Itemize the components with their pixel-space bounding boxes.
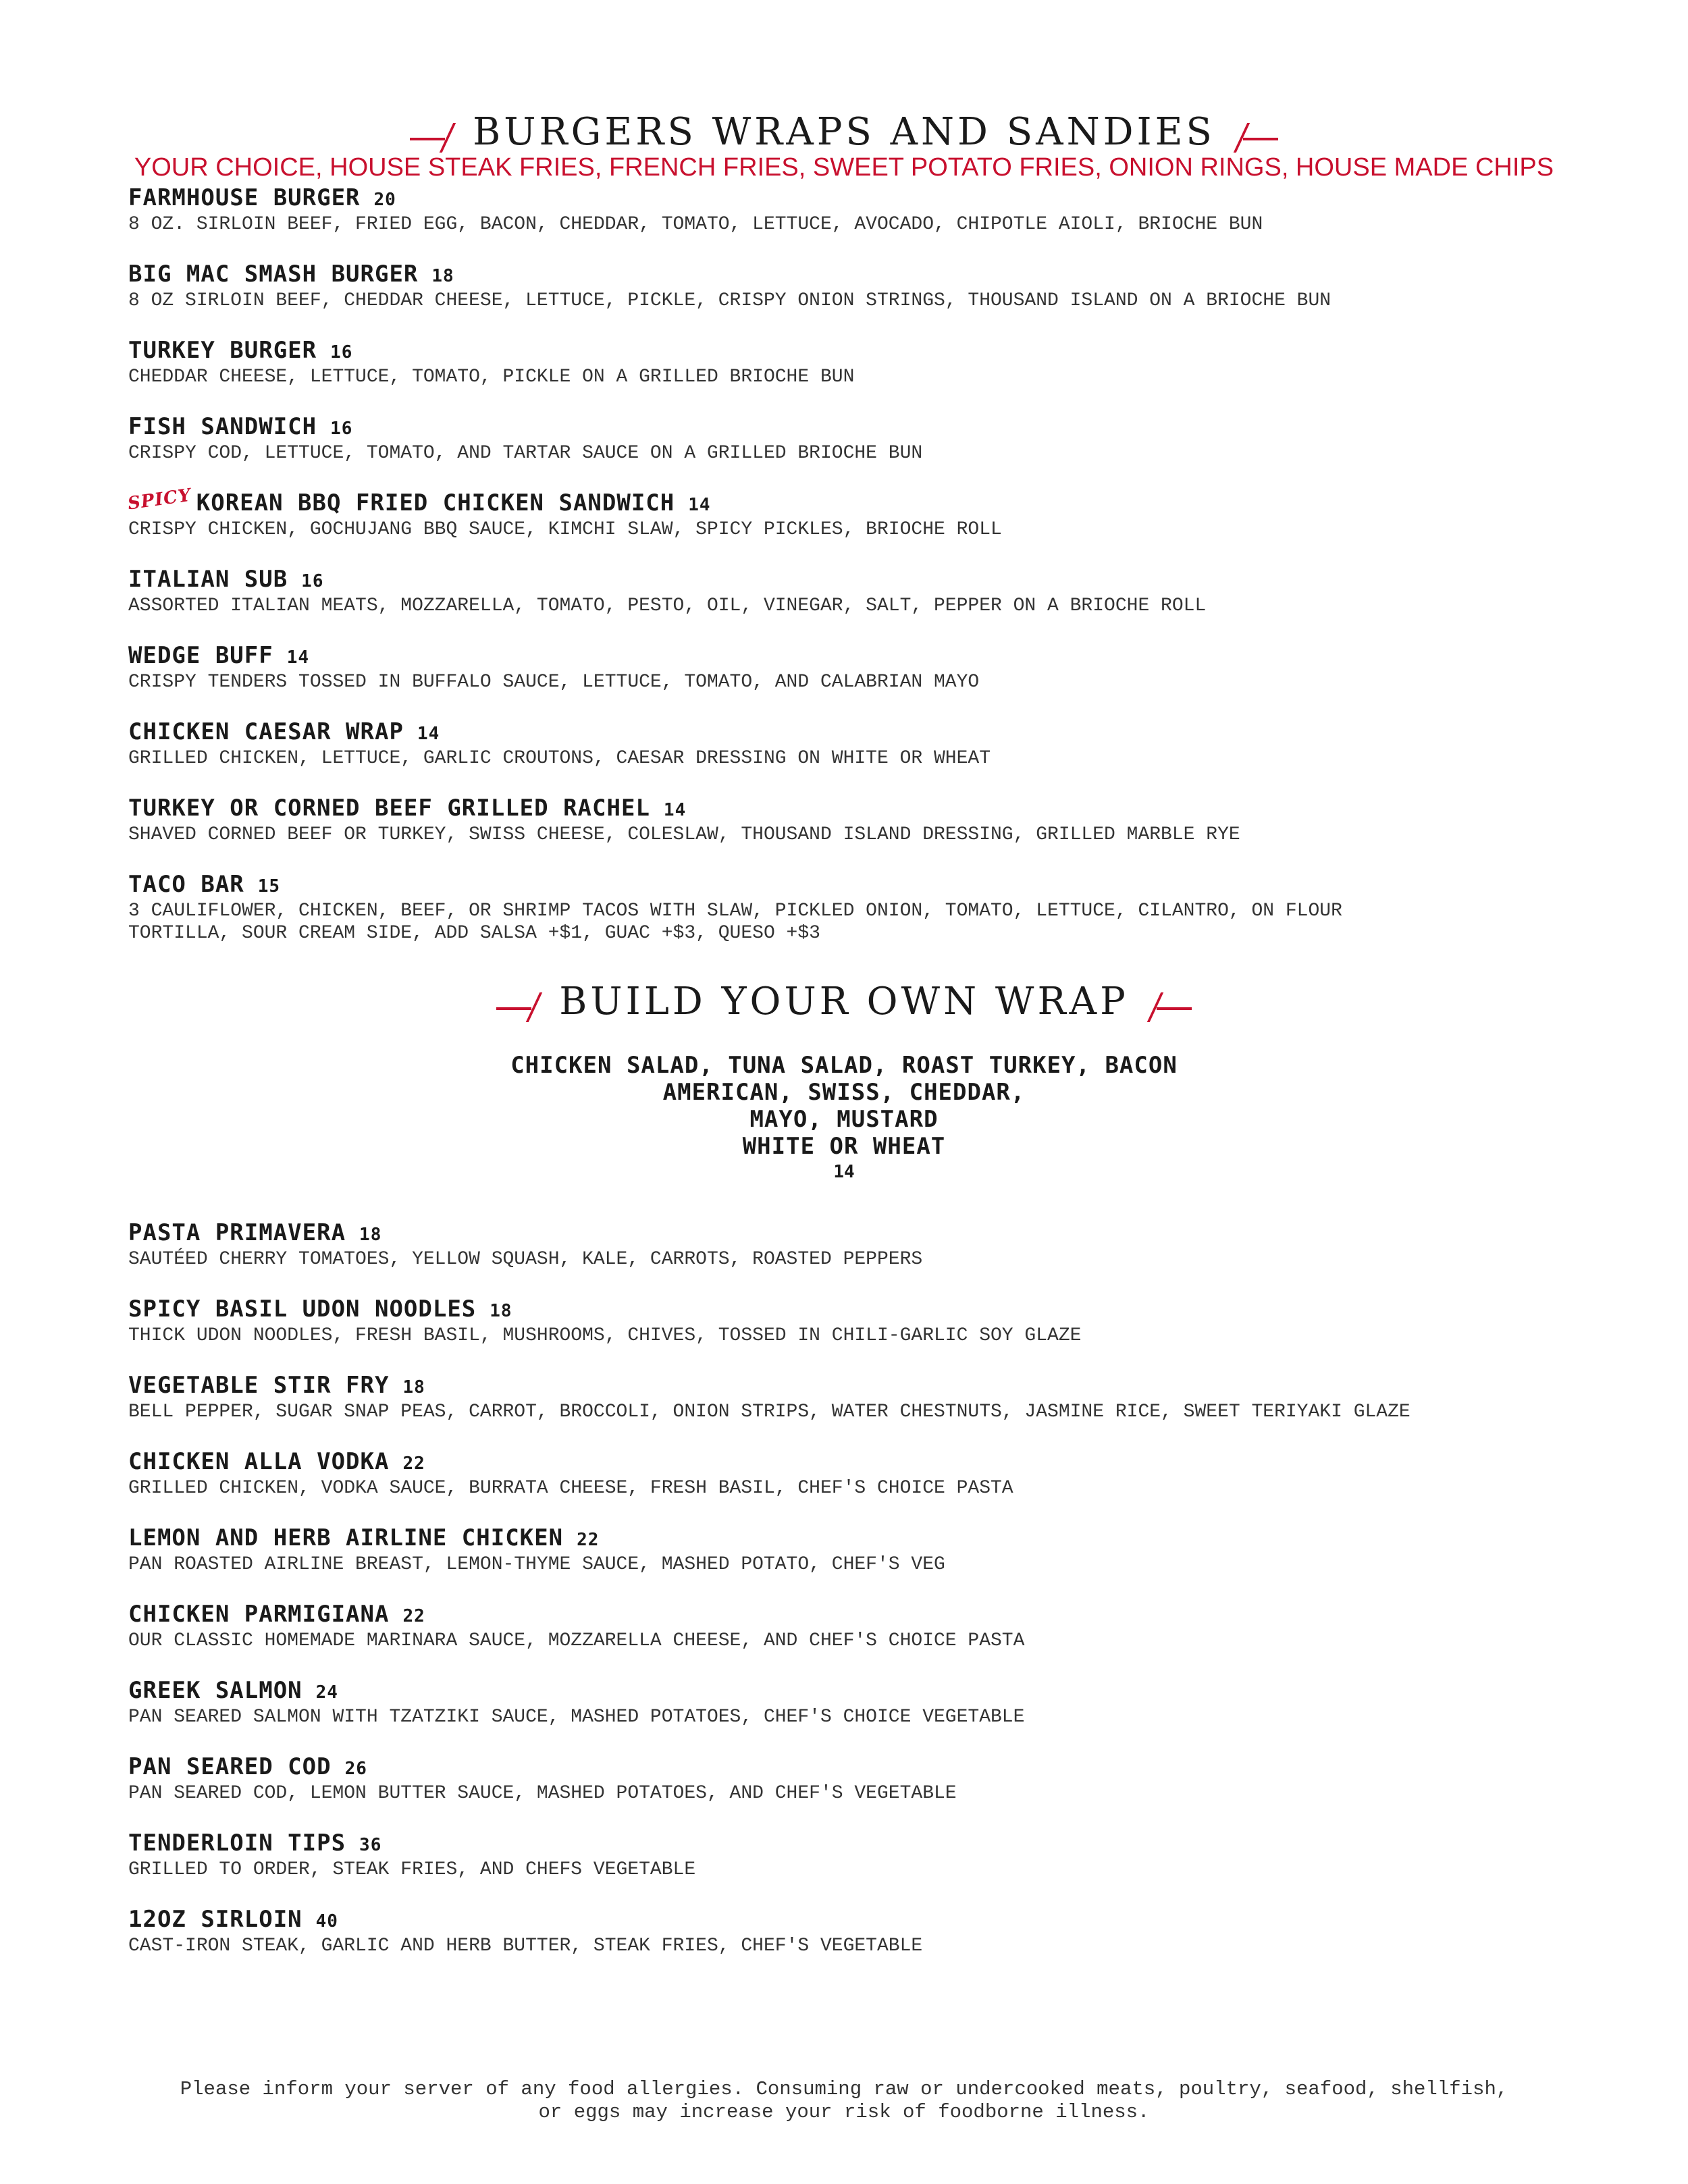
item-description: ASSORTED ITALIAN MEATS, MOZZARELLA, TOMATO, PESTO, OIL, VINEGAR, SALT, PEPPER ON A BRIOCHE ROLL [128, 595, 1207, 616]
item-description: PAN ROASTED AIRLINE BREAST, LEMON-THYME SAUCE, MASHED POTATO, CHEF'S VEG [128, 1554, 945, 1575]
item-name: TACO BAR [128, 871, 244, 898]
item-name: LEMON AND HERB AIRLINE CHICKEN [128, 1524, 564, 1551]
item-name-row [128, 718, 1614, 747]
item-name-row [128, 1601, 1614, 1630]
spicy-tag: SPICY [126, 485, 193, 514]
item-price: 14 [286, 647, 310, 668]
item-price: 22 [402, 1454, 425, 1474]
item-description: 3 CAULIFLOWER, CHICKEN, BEEF, OR SHRIMP TACOS WITH SLAW, PICKLED ONION, TOMATO, LETTUCE, CILANTRO, ON FLOUR [128, 901, 1342, 922]
menu-item [128, 1677, 1614, 1728]
section-title-text: BUILD YOUR OWN WRAP [559, 980, 1129, 1023]
menu-item [128, 566, 1614, 617]
item-name: VEGETABLE STIR FRY [128, 1372, 390, 1399]
item-name-row [128, 1753, 1614, 1782]
item-name-row [126, 485, 1614, 518]
item-description: 8 OZ SIRLOIN BEEF, CHEDDAR CHEESE, LETTUCE, PICKLE, CRISPY ONION STRINGS, THOUSAND ISLAND ON A BRIOCHE BUN [128, 290, 1331, 311]
build-your-own-options [0, 1052, 1688, 1184]
item-name-row [128, 795, 1614, 824]
menu-item [128, 261, 1614, 312]
item-description: SAUTÉED CHERRY TOMATOES, YELLOW SQUASH, KALE, CARROTS, ROASTED PEPPERS [128, 1249, 923, 1270]
item-name-row [128, 1677, 1614, 1706]
item-name: SPICY BASIL UDON NOODLES [128, 1296, 477, 1323]
item-price: 14 [688, 495, 711, 515]
item-price: 36 [359, 1835, 382, 1855]
item-name: TENDERLOIN TIPS [128, 1830, 346, 1857]
right-slash-ornament [1231, 122, 1278, 149]
item-name-row [128, 413, 1614, 442]
menu-item [128, 1906, 1614, 1957]
item-name: WEDGE BUFF [128, 642, 273, 669]
item-price: 24 [315, 1682, 338, 1703]
left-slash-ornament [496, 991, 544, 1018]
item-price: 16 [330, 342, 353, 363]
item-name: GREEK SALMON [128, 1677, 302, 1704]
item-description: 8 OZ. SIRLOIN BEEF, FRIED EGG, BACON, CHEDDAR, TOMATO, LETTUCE, AVOCADO, CHIPOTLE AIOLI, BRIOCHE BUN [128, 214, 1263, 235]
item-name-row [128, 642, 1614, 671]
item-name-row [128, 1372, 1614, 1401]
menu-item [128, 1524, 1614, 1576]
item-name: CHICKEN CAESAR WRAP [128, 718, 404, 745]
sides-subtitle: YOUR CHOICE, HOUSE STEAK FRIES, FRENCH FRIES, SWEET POTATO FRIES, ONION RINGS, HOUSE MADE CHIPS [134, 153, 1554, 182]
menu-item [128, 795, 1614, 846]
item-description: GRILLED CHICKEN, VODKA SAUCE, BURRATA CHEESE, FRESH BASIL, CHEF'S CHOICE PASTA [128, 1478, 1013, 1499]
item-name: PAN SEARED COD [128, 1753, 332, 1780]
item-name-row [128, 871, 1614, 900]
item-description: GRILLED CHICKEN, LETTUCE, GARLIC CROUTONS, CAESAR DRESSING ON WHITE OR WHEAT [128, 748, 991, 769]
item-description: SHAVED CORNED BEEF OR TURKEY, SWISS CHEESE, COLESLAW, THOUSAND ISLAND DRESSING, GRILLED MARBLE RYE [128, 824, 1240, 845]
item-name-row [128, 184, 1614, 213]
item-price: 22 [402, 1606, 425, 1626]
item-price: 16 [301, 571, 324, 591]
item-description: CHEDDAR CHEESE, LETTUCE, TOMATO, PICKLE ON A GRILLED BRIOCHE BUN [128, 367, 855, 388]
menu-item [128, 871, 1614, 944]
item-name: BIG MAC SMASH BURGER [128, 261, 419, 288]
menu-item [128, 1601, 1614, 1652]
item-price: 20 [373, 190, 396, 210]
item-description: CRISPY CHICKEN, GOCHUJANG BBQ SAUCE, KIMCHI SLAW, SPICY PICKLES, BRIOCHE ROLL [128, 519, 1002, 540]
allergy-disclaimer [0, 2078, 1688, 2124]
item-price: 16 [330, 419, 353, 439]
item-name: ITALIAN SUB [128, 566, 288, 593]
item-price: 40 [315, 1911, 338, 1932]
byo-wraps: WHITE OR WHEAT [742, 1133, 946, 1160]
item-price: 14 [663, 800, 687, 820]
item-name: PASTA PRIMAVERA [128, 1219, 346, 1246]
item-name-row [128, 261, 1614, 290]
menu-item [128, 1753, 1614, 1805]
right-slash-ornament [1144, 991, 1192, 1018]
byo-condiments: MAYO, MUSTARD [749, 1106, 939, 1133]
item-description: CRISPY TENDERS TOSSED IN BUFFALO SAUCE, LETTUCE, TOMATO, AND CALABRIAN MAYO [128, 672, 980, 693]
disclaimer-line-1: Please inform your server of any food allergies. Consuming raw or undercooked meats, poultry, seafood, shellfish, [180, 2078, 1508, 2100]
item-description: THICK UDON NOODLES, FRESH BASIL, MUSHROOMS, CHIVES, TOSSED IN CHILI-GARLIC SOY GLAZE [128, 1325, 1082, 1346]
item-description: CRISPY COD, LETTUCE, TOMATO, AND TARTAR SAUCE ON A GRILLED BRIOCHE BUN [128, 443, 923, 464]
item-name-row [128, 1448, 1614, 1477]
item-name-row [128, 337, 1614, 366]
item-name-row [128, 1524, 1614, 1553]
item-description: PAN SEARED SALMON WITH TZATZIKI SAUCE, MASHED POTATOES, CHEF'S CHOICE VEGETABLE [128, 1707, 1025, 1728]
item-name: FISH SANDWICH [128, 413, 317, 440]
menu-item [128, 1296, 1614, 1347]
menu-item [128, 718, 1614, 770]
section-title-burgers [0, 110, 1688, 154]
menu-item [128, 1372, 1614, 1423]
item-name: KOREAN BBQ FRIED CHICKEN SANDWICH [196, 489, 675, 516]
item-price: 15 [257, 876, 281, 897]
menu-item [128, 413, 1614, 464]
item-name: TURKEY BURGER [128, 337, 317, 364]
section-title-text: BURGERS WRAPS AND SANDIES [473, 110, 1215, 154]
item-description: BELL PEPPER, SUGAR SNAP PEAS, CARROT, BROCCOLI, ONION STRIPS, WATER CHESTNUTS, JASMINE RICE, SWEET TERIYAKI GLAZE [128, 1402, 1410, 1422]
item-price: 18 [431, 266, 454, 286]
item-price: 18 [359, 1225, 382, 1245]
item-price: 26 [344, 1759, 367, 1779]
item-price: 14 [417, 724, 440, 744]
item-description: OUR CLASSIC HOMEMADE MARINARA SAUCE, MOZZARELLA CHEESE, AND CHEF'S CHOICE PASTA [128, 1630, 1025, 1651]
byo-cheeses: AMERICAN, SWISS, CHEDDAR, [662, 1079, 1026, 1106]
byo-price: 14 [833, 1162, 855, 1182]
section-title-build-your-own-wrap [0, 980, 1688, 1023]
item-name-row [128, 1219, 1614, 1248]
item-name-row [128, 1906, 1614, 1935]
disclaimer-line-2: or eggs may increase your risk of foodborne illness. [538, 2101, 1150, 2123]
item-name: CHICKEN PARMIGIANA [128, 1601, 390, 1628]
item-name: CHICKEN ALLA VODKA [128, 1448, 390, 1475]
item-name: FARMHOUSE BURGER [128, 184, 361, 211]
item-description-continued: TORTILLA, SOUR CREAM SIDE, ADD SALSA +$1, GUAC +$3, QUESO +$3 [128, 923, 820, 944]
byo-proteins: CHICKEN SALAD, TUNA SALAD, ROAST TURKEY, BACON [510, 1052, 1178, 1079]
item-name: TURKEY OR CORNED BEEF GRILLED RACHEL [128, 795, 650, 822]
menu-item [128, 642, 1614, 693]
item-price: 22 [577, 1530, 600, 1550]
item-name-row [128, 1296, 1614, 1325]
menu-item [126, 485, 1614, 541]
item-price: 18 [402, 1377, 425, 1397]
item-description: GRILLED TO ORDER, STEAK FRIES, AND CHEFS VEGETABLE [128, 1859, 696, 1880]
menu-item [128, 1448, 1614, 1499]
menu-item [128, 1219, 1614, 1271]
item-name: 12OZ SIRLOIN [128, 1906, 302, 1933]
left-slash-ornament [410, 122, 457, 149]
item-description: PAN SEARED COD, LEMON BUTTER SAUCE, MASHED POTATOES, AND CHEF'S VEGETABLE [128, 1783, 957, 1804]
menu-item [128, 1830, 1614, 1881]
item-price: 18 [490, 1301, 512, 1321]
item-name-row [128, 566, 1614, 595]
menu-item [128, 184, 1614, 236]
menu-item [128, 337, 1614, 388]
item-name-row [128, 1830, 1614, 1859]
item-description: CAST-IRON STEAK, GARLIC AND HERB BUTTER, STEAK FRIES, CHEF'S VEGETABLE [128, 1936, 923, 1956]
